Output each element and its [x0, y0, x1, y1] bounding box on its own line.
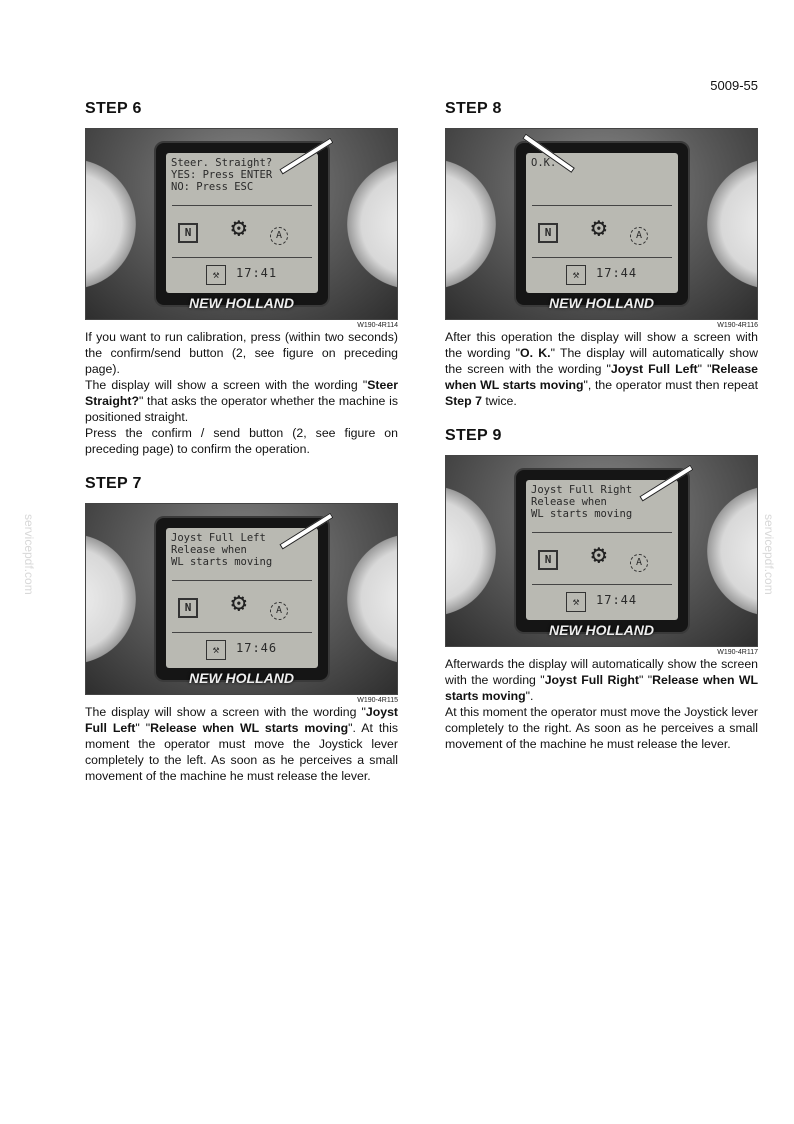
gauge-right — [707, 159, 758, 289]
neutral-gear-icon: N — [538, 223, 558, 243]
figure-id: W190-4R116 — [717, 322, 758, 329]
step-9-section — [445, 427, 758, 752]
paragraph-text-run: Joyst Full Right — [544, 673, 639, 687]
display-bezel — [514, 468, 690, 634]
paragraph-text-run: O. K. — [520, 346, 551, 360]
step-6-text — [85, 329, 398, 457]
lcd-text-line: Release when — [531, 496, 607, 508]
paragraph-text-run: Press the confirm / send button (2, see figure on preceding page) to confirm the operation. — [85, 426, 398, 456]
gear-icon: ⚙ — [591, 540, 607, 570]
paragraph-text-run: Step 7 — [445, 394, 482, 408]
brand-logo: NEW HOLLAND — [189, 295, 294, 311]
lcd-text-line: WL starts moving — [531, 508, 633, 520]
paragraph-text-run: Joyst Full Left — [85, 705, 398, 735]
display-bezel — [154, 516, 330, 682]
gauge-right — [707, 486, 758, 616]
lcd-text-line: Joyst Full Left — [171, 532, 266, 544]
lcd-divider — [172, 632, 312, 633]
lcd-divider — [172, 205, 312, 206]
gauge-left — [445, 486, 496, 616]
neutral-gear-icon: N — [538, 550, 558, 570]
paragraph-text-run: After this operation the display will show a screen with the wording " — [445, 330, 758, 360]
paragraph-text-run: ", the operator must then repeat — [583, 378, 758, 392]
gauge-left — [85, 534, 136, 664]
paragraph-text-run: Release when WL starts moving — [445, 673, 759, 703]
body-paragraph — [445, 329, 758, 409]
figure-id: W190-4R114 — [357, 322, 398, 329]
display-bezel — [154, 141, 330, 307]
lcd-divider — [532, 584, 672, 585]
lcd-screen — [526, 153, 678, 293]
gear-icon: ⚙ — [231, 588, 247, 618]
lcd-screen — [526, 480, 678, 620]
paragraph-text-run: ". — [525, 689, 534, 703]
machine-icon: ⚒ — [566, 592, 586, 612]
paragraph-text-run: The display will show a screen with the wording " — [85, 705, 366, 719]
lcd-clock: 17:46 — [236, 641, 278, 655]
body-paragraph — [445, 704, 758, 752]
neutral-gear-icon: N — [178, 223, 198, 243]
lcd-divider — [532, 205, 672, 206]
paragraph-text-run: twice. — [481, 394, 517, 408]
step-6-title: STEP 6 — [85, 100, 142, 117]
lcd-clock: 17:41 — [236, 266, 278, 280]
paragraph-text-run: ". At this moment the operator must move the Joystick lever completely to the left. As soon as he perceives a small movement of the machine he must release the lever. — [85, 721, 398, 783]
lcd-text-line: Joyst Full Right — [531, 484, 633, 496]
lcd-text-line: NO: Press ESC — [171, 181, 254, 193]
column-right — [445, 100, 758, 752]
lcd-text-line: Steer. Straight? — [171, 157, 273, 169]
lcd-screen — [166, 153, 318, 293]
auto-mode-icon: A — [270, 602, 288, 620]
machine-icon: ⚒ — [206, 265, 226, 285]
display-bezel — [514, 141, 690, 307]
paragraph-text-run: At this moment the operator must move the Joystick lever completely to the right. As soon as he perceives a small movement of the machine he must release the lever. — [445, 705, 759, 751]
lcd-text-line: WL starts moving — [171, 556, 273, 568]
gauge-right — [347, 534, 398, 664]
lcd-screen — [166, 528, 318, 668]
step-9-photo — [445, 455, 758, 647]
lcd-text-line: O.K. — [531, 157, 557, 169]
paragraph-text-run: Release when WL starts moving — [150, 721, 349, 735]
body-paragraph — [85, 377, 398, 425]
step-9-text — [445, 656, 758, 752]
paragraph-text-run: Release when WL starts moving — [445, 362, 758, 392]
lcd-divider — [172, 257, 312, 258]
neutral-gear-icon: N — [178, 598, 198, 618]
paragraph-text-run: " " — [697, 362, 712, 376]
lcd-divider — [172, 580, 312, 581]
step-8-section — [445, 100, 758, 409]
brand-logo: NEW HOLLAND — [549, 295, 654, 311]
paragraph-text-run: " " — [638, 673, 653, 687]
paragraph-text-run: " that asks the operator whether the machine is positioned straight. — [85, 394, 398, 424]
step-6-section — [85, 100, 398, 457]
step-7-photo — [85, 503, 398, 695]
auto-mode-icon: A — [270, 227, 288, 245]
paragraph-text-run: " The display will automatically show the screen with the wording " — [445, 346, 758, 376]
lcd-text-line: YES: Press ENTER — [171, 169, 273, 181]
machine-icon: ⚒ — [566, 265, 586, 285]
step-7-section — [85, 475, 398, 784]
step-8-photo — [445, 128, 758, 320]
watermark-right: servicepdf.com — [762, 514, 776, 595]
gear-icon: ⚙ — [231, 213, 247, 243]
lcd-divider — [532, 532, 672, 533]
body-paragraph — [85, 425, 398, 457]
step-9-title: STEP 9 — [445, 427, 502, 444]
lcd-divider — [532, 257, 672, 258]
page-number: 5009-55 — [710, 78, 758, 93]
step-8-text — [445, 329, 758, 409]
body-paragraph — [445, 656, 758, 704]
paragraph-text-run: Joyst Full Left — [610, 362, 698, 376]
watermark-left: servicepdf.com — [22, 514, 36, 595]
paragraph-text-run: Steer Straight? — [85, 378, 398, 408]
lcd-text-line: Release when — [171, 544, 247, 556]
step-6-photo — [85, 128, 398, 320]
column-left — [85, 100, 398, 784]
auto-mode-icon: A — [630, 227, 648, 245]
step-7-title: STEP 7 — [85, 475, 142, 492]
figure-id: W190-4R115 — [357, 697, 398, 704]
gauge-right — [347, 159, 398, 289]
paragraph-text-run: If you want to run calibration, press (within two seconds) the confirm/send button (2, see figure on preceding page). — [85, 330, 398, 376]
figure-id: W190-4R117 — [717, 649, 758, 656]
step-8-title: STEP 8 — [445, 100, 502, 117]
gauge-left — [85, 159, 136, 289]
gauge-left — [445, 159, 496, 289]
body-paragraph — [85, 704, 398, 784]
brand-logo: NEW HOLLAND — [189, 670, 294, 686]
machine-icon: ⚒ — [206, 640, 226, 660]
lcd-clock: 17:44 — [596, 593, 638, 607]
brand-logo: NEW HOLLAND — [549, 622, 654, 638]
body-paragraph — [85, 329, 398, 377]
auto-mode-icon: A — [630, 554, 648, 572]
gear-icon: ⚙ — [591, 213, 607, 243]
step-7-text — [85, 704, 398, 784]
lcd-clock: 17:44 — [596, 266, 638, 280]
paragraph-text-run: The display will show a screen with the wording " — [85, 378, 368, 392]
paragraph-text-run: Afterwards the display will automatically show the screen with the wording " — [445, 657, 758, 687]
paragraph-text-run: " " — [135, 721, 151, 735]
